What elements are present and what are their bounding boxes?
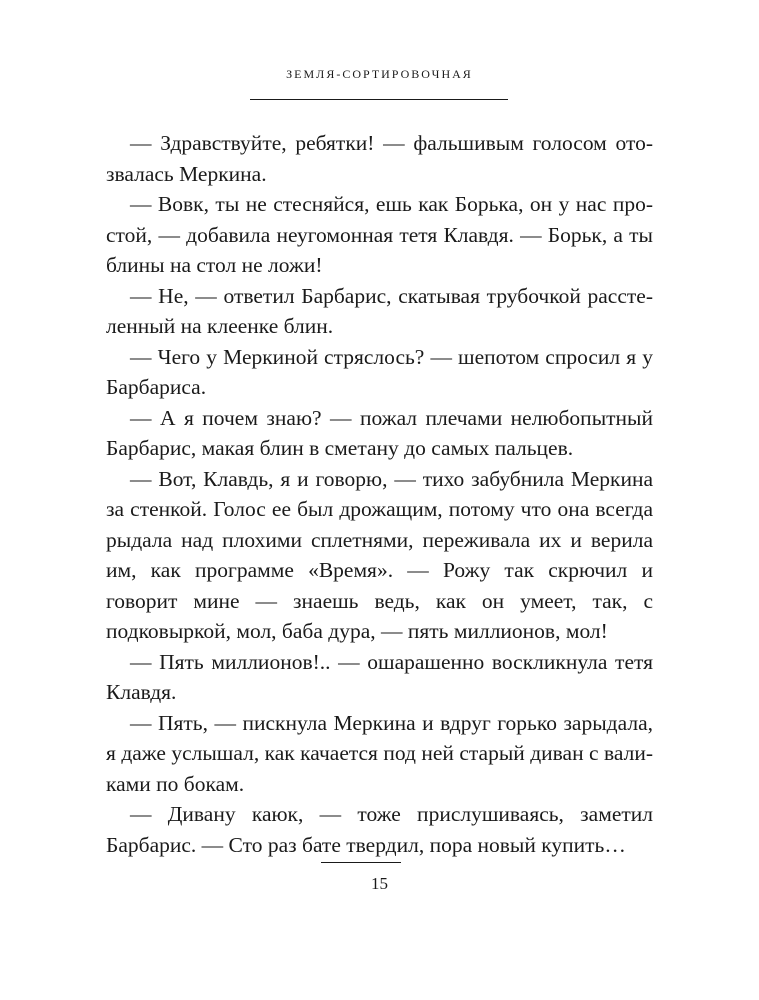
paragraph: — Здравствуйте, ребятки! — фальшивым голосом отозвалась Меркина.: [106, 131, 653, 186]
paragraph: — Дивану каюк, — тоже прислушиваясь, заметил Барбарис. — Сто раз бате твердил, пора новый купить…: [106, 802, 653, 857]
paragraph: — А я почем знаю? — пожал плечами нелюбопытный Барбарис, макая блин в сметану до самых пальцев.: [106, 405, 653, 460]
body-text: [106, 128, 653, 860]
paragraph: — Пять, — пискнула Меркина и вдруг горько зарыдала, я даже услышал, как качается под ней старый диван с валиками по бокам.: [106, 710, 653, 796]
paragraph: — Вот, Клавдь, я и говорю, — тихо забубнила Меркина за стенкой. Голос ее был дрожащим, потому что она всегда рыдала над плохими сплетнями, переживала их и верила им, как программе «Время». — Рожу так скрючил и говорит мине — знаешь ведь, как он умеет, так, с подковыркой, мол, баба дура, — пять миллионов, мол!: [106, 466, 653, 643]
paragraph: — Не, — ответил Барбарис, скатывая трубочкой расстеленный на клеенке блин.: [106, 283, 653, 338]
header-rule: [250, 99, 508, 100]
footer-rule: [321, 862, 401, 863]
page-number: 15: [371, 874, 388, 893]
paragraph: — Чего у Меркиной стряслось? — шепотом спросил я у Барбариса.: [106, 344, 653, 399]
paragraph: — Пять миллионов!.. — ошарашенно воскликнула тетя Клавдя.: [106, 649, 653, 704]
running-head: ЗЕМЛЯ-СОРТИРОВОЧНАЯ: [286, 67, 473, 81]
paragraph: — Вовк, ты не стесняйся, ешь как Борька, он у нас простой, — добавила неугомонная тетя Клавдя. — Борьк, а ты блины на стол не ложи!: [106, 192, 653, 277]
